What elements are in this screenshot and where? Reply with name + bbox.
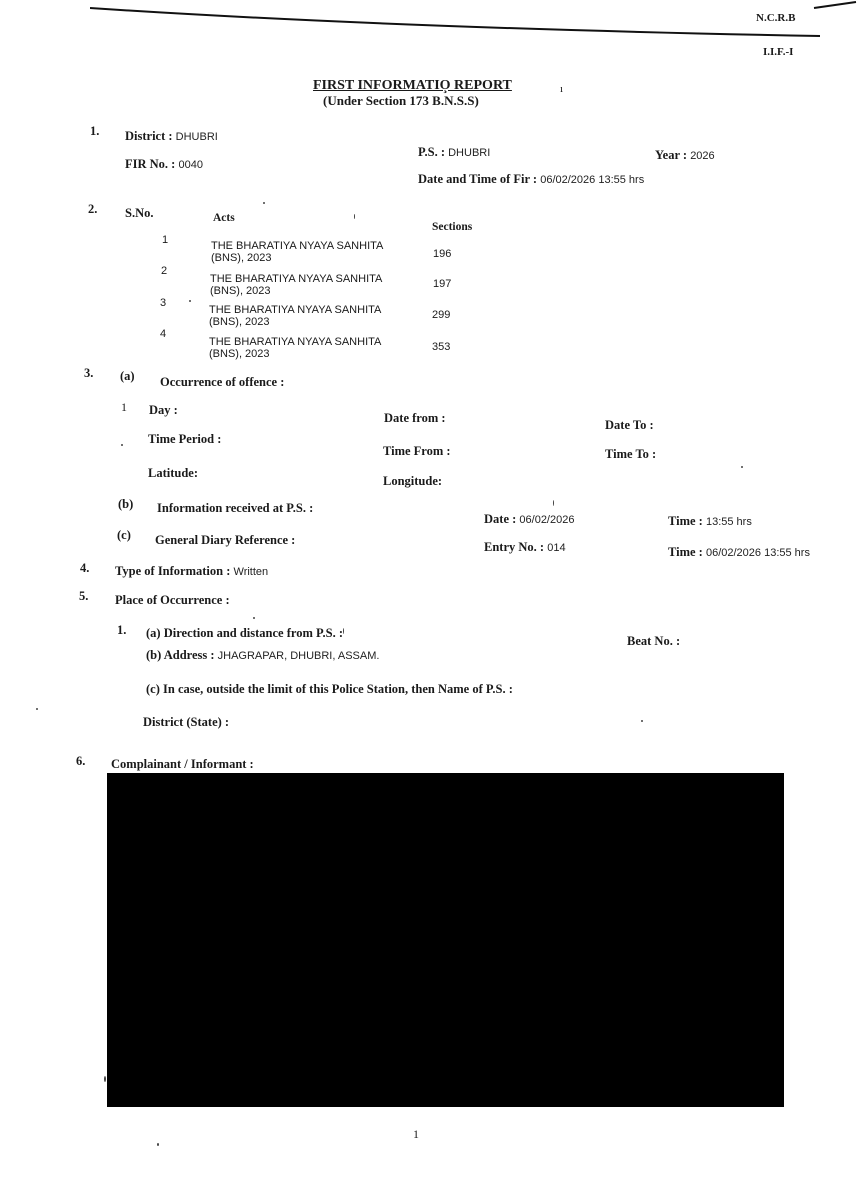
complainant-label: Complainant / Informant : xyxy=(111,757,254,771)
beat-no-label: Beat No. : xyxy=(627,634,681,648)
scan-speck xyxy=(354,214,355,219)
latitude-label: Latitude: xyxy=(148,466,198,480)
scan-speck xyxy=(104,1076,106,1082)
outside-limit-label: (c) In case, outside the limit of this Police Station, then Name of P.S. : xyxy=(146,682,513,696)
gd-reference-label: General Diary Reference : xyxy=(155,533,296,547)
address-value: JHAGRAPAR, DHUBRI, ASSAM. xyxy=(217,650,380,662)
section-5-number: 5. xyxy=(79,589,89,603)
act-row-sno: 3 xyxy=(160,297,167,309)
section-3-number: 3. xyxy=(84,366,94,380)
acts-header: Acts xyxy=(213,212,235,224)
sections-header: Sections xyxy=(432,221,473,233)
ps-value: DHUBRI xyxy=(448,147,491,159)
section-3a-marker: (a) xyxy=(120,369,135,383)
info-type-field xyxy=(115,564,268,579)
fir-field xyxy=(125,157,203,172)
scan-speck xyxy=(553,500,554,506)
page-subtitle: (Under Section 173 B.N.S.S) xyxy=(323,93,479,108)
act-row-name xyxy=(209,336,381,360)
page-number: 1 xyxy=(413,1127,419,1141)
redaction-block xyxy=(107,773,784,1107)
address-field xyxy=(146,648,379,663)
fir-label: FIR No. : xyxy=(125,157,176,171)
act-name-line1: THE BHARATIYA NYAYA SANHITA xyxy=(209,304,382,316)
act-row-name xyxy=(209,304,381,328)
act-name-line1: THE BHARATIYA NYAYA SANHITA xyxy=(211,240,384,252)
gd-time-field xyxy=(668,545,810,560)
act-name-line1: THE BHARATIYA NYAYA SANHITA xyxy=(210,273,383,285)
occurrence-sub-number: 1 xyxy=(121,400,127,414)
act-row-section: 353 xyxy=(432,341,451,353)
entry-no-field xyxy=(484,540,566,555)
day-label: Day : xyxy=(149,403,178,417)
section-2-number: 2. xyxy=(88,202,98,216)
entry-no-value: 014 xyxy=(547,542,566,554)
section-4-number: 4. xyxy=(80,561,90,575)
fir-datetime-label: Date and Time of Fir : xyxy=(418,172,538,186)
act-name-line2: (BNS), 2023 xyxy=(209,316,270,328)
scan-speck xyxy=(253,617,255,619)
district-label: District : xyxy=(125,129,173,143)
info-date-label: Date : xyxy=(484,512,517,526)
date-to-label: Date To : xyxy=(605,418,654,432)
longitude-label: Longitude: xyxy=(383,474,443,488)
info-date-value: 06/02/2026 xyxy=(519,514,575,526)
act-row-sno: 1 xyxy=(162,234,169,246)
act-row-section: 299 xyxy=(432,309,451,321)
direction-distance-label: (a) Direction and distance from P.S. : xyxy=(146,626,343,640)
act-name-line1: THE BHARATIYA NYAYA SANHITA xyxy=(209,336,382,348)
info-time-label: Time : xyxy=(668,514,703,528)
place-sub-number: 1. xyxy=(117,623,127,637)
page-title: FIRST INFORMATIO̧ REPORT xyxy=(313,78,512,93)
info-received-date xyxy=(484,512,574,527)
scan-speck xyxy=(343,628,344,634)
section-3c-marker: (c) xyxy=(117,528,131,542)
gd-time-value: 06/02/2026 13:55 hrs xyxy=(705,547,810,559)
gd-time-label: Time : xyxy=(668,545,703,559)
time-period-label: Time Period : xyxy=(148,432,222,446)
act-row-section: 197 xyxy=(433,278,452,290)
year-label: Year : xyxy=(655,148,688,162)
info-time-value: 13:55 hrs xyxy=(705,516,752,528)
info-type-value: Written xyxy=(233,566,269,578)
scan-speck xyxy=(741,466,743,468)
act-row-sno: 4 xyxy=(160,328,167,340)
fir-datetime-field xyxy=(418,172,644,187)
scan-speck xyxy=(189,300,191,302)
act-row-name xyxy=(211,240,383,264)
act-row-section: 196 xyxy=(433,248,452,260)
date-from-label: Date from : xyxy=(384,411,446,425)
occurrence-label: Occurrence of offence : xyxy=(160,375,285,389)
year-value: 2026 xyxy=(690,150,715,162)
time-to-label: Time To : xyxy=(605,447,657,461)
district-value: DHUBRI xyxy=(175,131,218,143)
form-code: I.I.F.-I xyxy=(763,46,794,58)
fir-value: 0040 xyxy=(178,159,203,171)
section-1-number: 1. xyxy=(90,124,100,138)
scan-speck xyxy=(641,720,643,722)
scan-speck xyxy=(36,708,38,710)
info-type-label: Type of Information : xyxy=(115,564,231,578)
act-name-line2: (BNS), 2023 xyxy=(209,348,270,360)
sno-header: S.No. xyxy=(125,206,154,220)
info-received-label: Information received at P.S. : xyxy=(157,501,314,515)
district-field xyxy=(125,129,218,144)
act-row-name xyxy=(210,273,382,297)
act-name-line2: (BNS), 2023 xyxy=(211,252,272,264)
stray-mark: ı xyxy=(560,83,564,95)
address-label: (b) Address : xyxy=(146,648,215,662)
scan-speck xyxy=(121,444,123,446)
place-occurrence-label: Place of Occurrence : xyxy=(115,593,230,607)
entry-no-label: Entry No. : xyxy=(484,540,545,554)
ps-label: P.S. : xyxy=(418,145,445,159)
act-name-line2: (BNS), 2023 xyxy=(210,285,271,297)
section-6-number: 6. xyxy=(76,754,86,768)
section-3b-marker: (b) xyxy=(118,497,134,511)
time-from-label: Time From : xyxy=(383,444,451,458)
info-received-time xyxy=(668,514,752,529)
year-field xyxy=(655,148,715,163)
fir-datetime-value: 06/02/2026 13:55 hrs xyxy=(540,174,645,186)
act-row-sno: 2 xyxy=(161,265,168,277)
scan-speck xyxy=(157,1143,159,1146)
ncrb-label: N.C.R.B xyxy=(756,12,796,24)
header-rule xyxy=(90,6,820,38)
ps-field xyxy=(418,145,490,160)
corner-mark xyxy=(812,0,859,12)
scan-speck xyxy=(263,202,265,204)
district-state-label: District (State) : xyxy=(143,715,230,729)
